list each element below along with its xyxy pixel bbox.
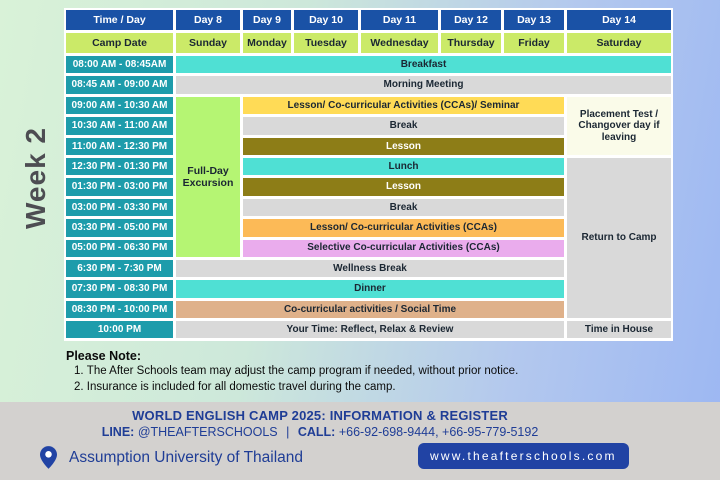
time-slot: 08:00 AM - 08:45AM	[66, 56, 173, 73]
notes-section	[66, 349, 518, 395]
time-slot: 10:00 PM	[66, 321, 173, 338]
cell-lunch: Lunch	[243, 158, 564, 175]
cell-breakfast: Breakfast	[176, 56, 671, 73]
header-day-9: Day 9	[243, 10, 291, 30]
time-slot: 08:30 PM - 10:00 PM	[66, 301, 173, 318]
camp-date-monday: Monday	[243, 33, 291, 53]
header-day-12: Day 12	[441, 10, 501, 30]
header-day-13: Day 13	[504, 10, 564, 30]
cell-full-day-excursion: Full-Day Excursion	[176, 97, 240, 257]
separator: |	[286, 425, 290, 439]
time-slot: 03:30 PM - 05:00 PM	[66, 219, 173, 236]
camp-date-saturday: Saturday	[567, 33, 671, 53]
time-slot: 01:30 PM - 03:00 PM	[66, 178, 173, 195]
header-day-14: Day 14	[567, 10, 671, 30]
camp-date-wednesday: Wednesday	[361, 33, 438, 53]
note-item: 2. Insurance is included for all domestic travel during the camp.	[74, 380, 518, 396]
footer	[0, 402, 720, 480]
header-time-day: Time / Day	[66, 10, 173, 30]
cell-lesson-afternoon: Lesson	[243, 178, 564, 195]
camp-date-label: Camp Date	[66, 33, 173, 53]
cell-time-in-house: Time in House	[567, 321, 671, 338]
time-slot: 6:30 PM - 7:30 PM	[66, 260, 173, 277]
time-slot: 07:30 PM - 08:30 PM	[66, 280, 173, 297]
footer-contact-line	[0, 425, 640, 439]
footer-info	[0, 408, 640, 439]
website-button[interactable]: www.theafterschools.com	[418, 443, 629, 469]
cell-lesson-morning: Lesson	[243, 138, 564, 155]
cell-morning-meeting: Morning Meeting	[176, 76, 671, 93]
location-row	[40, 446, 303, 469]
cell-cca-social-time: Co-curricular activities / Social Time	[176, 301, 564, 318]
header-day-8: Day 8	[176, 10, 240, 30]
phone-numbers: +66-92-698-9444, +66-95-779-5192	[338, 425, 539, 439]
camp-date-tuesday: Tuesday	[294, 33, 358, 53]
cell-wellness-break: Wellness Break	[176, 260, 564, 277]
time-slot: 08:45 AM - 09:00 AM	[66, 76, 173, 93]
note-item: 1. The After Schools team may adjust the camp program if needed, without prior notice.	[74, 364, 518, 380]
week-label: Week 2	[20, 127, 51, 229]
notes-list	[74, 364, 518, 395]
notes-title: Please Note:	[66, 349, 142, 363]
cell-lesson-cca-seminar: Lesson/ Co-curricular Activities (CCAs)/ Seminar	[243, 97, 564, 114]
time-slot: 03:00 PM - 03:30 PM	[66, 199, 173, 216]
cell-break-afternoon: Break	[243, 199, 564, 216]
time-slot: 11:00 AM - 12:30 PM	[66, 138, 173, 155]
cell-placement-test: Placement Test / Changover day if leaving	[567, 97, 671, 155]
cell-selective-cca: Selective Co-curricular Activities (CCAs)	[243, 240, 564, 257]
header-day-10: Day 10	[294, 10, 358, 30]
call-label: CALL:	[297, 425, 336, 439]
cell-your-time: Your Time: Reflect, Relax & Review	[176, 321, 564, 338]
camp-date-sunday: Sunday	[176, 33, 240, 53]
header-day-11: Day 11	[361, 10, 438, 30]
footer-title: WORLD ENGLISH CAMP 2025: INFORMATION & REGISTER	[132, 408, 508, 423]
line-label: LINE:	[101, 425, 135, 439]
time-slot: 09:00 AM - 10:30 AM	[66, 97, 173, 114]
schedule-table	[64, 8, 673, 341]
location-pin-icon	[40, 446, 57, 469]
cell-break-morning: Break	[243, 117, 564, 134]
camp-date-thursday: Thursday	[441, 33, 501, 53]
location-name: Assumption University of Thailand	[69, 448, 304, 466]
cell-return-to-camp: Return to Camp	[567, 158, 671, 318]
time-slot: 05:00 PM - 06:30 PM	[66, 240, 173, 257]
camp-date-friday: Friday	[504, 33, 564, 53]
line-handle: @THEAFTERSCHOOLS	[137, 425, 278, 439]
time-slot: 10:30 AM - 11:00 AM	[66, 117, 173, 134]
cell-dinner: Dinner	[176, 280, 564, 297]
cell-lesson-cca: Lesson/ Co-curricular Activities (CCAs)	[243, 219, 564, 236]
time-slot: 12:30 PM - 01:30 PM	[66, 158, 173, 175]
